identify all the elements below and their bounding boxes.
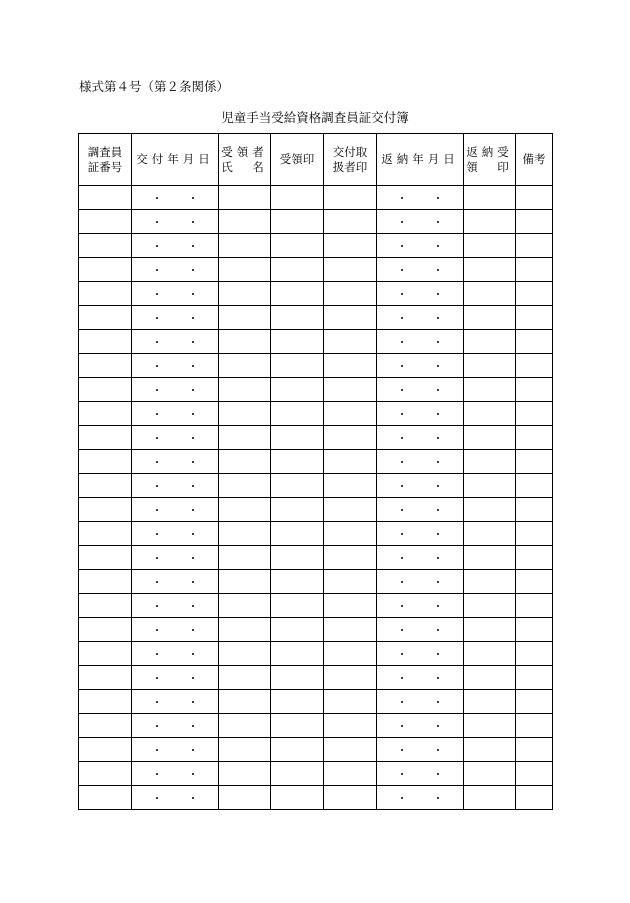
date-placeholder-dots (156, 605, 194, 607)
cell-issuer-seal (324, 690, 377, 714)
cell-id-number (79, 210, 132, 234)
cell-receipt-seal (271, 282, 324, 306)
cell-issuer-seal (324, 594, 377, 618)
date-placeholder-dots (156, 245, 194, 247)
table-row (79, 234, 553, 258)
cell-issuer-seal (324, 738, 377, 762)
cell-issuer-seal (324, 450, 377, 474)
cell-return-seal (464, 186, 516, 210)
cell-return-seal (464, 522, 516, 546)
cell-issue-date (132, 594, 219, 618)
cell-remarks (516, 546, 553, 570)
cell-id-number (79, 714, 132, 738)
cell-remarks (516, 450, 553, 474)
cell-receipt-seal (271, 234, 324, 258)
cell-return-seal (464, 690, 516, 714)
cell-issue-date (132, 282, 219, 306)
cell-receipt-seal (271, 666, 324, 690)
cell-id-number (79, 234, 132, 258)
cell-return-date (377, 738, 464, 762)
date-placeholder-dots (156, 533, 194, 535)
date-placeholder-dots (401, 797, 439, 799)
date-placeholder-dots (401, 341, 439, 343)
cell-remarks (516, 594, 553, 618)
date-placeholder-dots (401, 653, 439, 655)
table-row (79, 762, 553, 786)
cell-recipient-name (219, 330, 271, 354)
cell-issuer-seal (324, 378, 377, 402)
cell-issuer-seal (324, 402, 377, 426)
cell-issue-date (132, 570, 219, 594)
cell-receipt-seal (271, 570, 324, 594)
cell-id-number (79, 498, 132, 522)
date-placeholder-dots (401, 461, 439, 463)
cell-issuer-seal (324, 234, 377, 258)
cell-return-date (377, 354, 464, 378)
table-row (79, 474, 553, 498)
date-placeholder-dots (156, 509, 194, 511)
cell-id-number (79, 666, 132, 690)
cell-return-date (377, 210, 464, 234)
date-placeholder-dots (156, 461, 194, 463)
cell-return-date (377, 594, 464, 618)
cell-issue-date (132, 546, 219, 570)
cell-issue-date (132, 210, 219, 234)
date-placeholder-dots (401, 629, 439, 631)
cell-receipt-seal (271, 618, 324, 642)
cell-return-date (377, 498, 464, 522)
table-row (79, 594, 553, 618)
cell-return-seal (464, 306, 516, 330)
cell-return-date (377, 690, 464, 714)
date-placeholder-dots (156, 389, 194, 391)
cell-return-date (377, 618, 464, 642)
cell-id-number (79, 474, 132, 498)
cell-receipt-seal (271, 210, 324, 234)
cell-issuer-seal (324, 642, 377, 666)
cell-return-date (377, 786, 464, 810)
cell-id-number (79, 522, 132, 546)
table-row (79, 426, 553, 450)
cell-return-date (377, 570, 464, 594)
cell-remarks (516, 402, 553, 426)
cell-id-number (79, 258, 132, 282)
cell-issuer-seal (324, 786, 377, 810)
date-placeholder-dots (401, 293, 439, 295)
cell-id-number (79, 738, 132, 762)
table-row (79, 498, 553, 522)
cell-id-number (79, 186, 132, 210)
date-placeholder-dots (156, 413, 194, 415)
table-row (79, 186, 553, 210)
cell-receipt-seal (271, 498, 324, 522)
cell-receipt-seal (271, 690, 324, 714)
cell-id-number (79, 546, 132, 570)
cell-receipt-seal (271, 762, 324, 786)
cell-return-seal (464, 402, 516, 426)
cell-issue-date (132, 306, 219, 330)
cell-return-seal (464, 354, 516, 378)
cell-issue-date (132, 402, 219, 426)
cell-issuer-seal (324, 258, 377, 282)
cell-recipient-name (219, 642, 271, 666)
date-placeholder-dots (401, 437, 439, 439)
document-title: 児童手当受給資格調査員証交付簿 (221, 110, 409, 125)
cell-id-number (79, 642, 132, 666)
table-row (79, 210, 553, 234)
cell-id-number (79, 330, 132, 354)
cell-return-date (377, 474, 464, 498)
header-remarks: 備考 (516, 134, 553, 186)
table-row (79, 786, 553, 810)
cell-recipient-name (219, 618, 271, 642)
date-placeholder-dots (156, 653, 194, 655)
cell-issuer-seal (324, 306, 377, 330)
ledger-body (79, 186, 553, 810)
cell-remarks (516, 618, 553, 642)
date-placeholder-dots (156, 749, 194, 751)
cell-id-number (79, 402, 132, 426)
cell-return-seal (464, 474, 516, 498)
cell-issuer-seal (324, 330, 377, 354)
cell-issue-date (132, 450, 219, 474)
cell-receipt-seal (271, 258, 324, 282)
cell-issuer-seal (324, 210, 377, 234)
cell-return-seal (464, 330, 516, 354)
header-issue-date: 交付年月日 (132, 134, 219, 186)
cell-receipt-seal (271, 402, 324, 426)
cell-issue-date (132, 234, 219, 258)
cell-id-number (79, 618, 132, 642)
cell-issue-date (132, 666, 219, 690)
date-placeholder-dots (401, 581, 439, 583)
cell-id-number (79, 354, 132, 378)
cell-return-date (377, 186, 464, 210)
date-placeholder-dots (401, 197, 439, 199)
date-placeholder-dots (401, 509, 439, 511)
date-placeholder-dots (156, 725, 194, 727)
date-placeholder-dots (156, 701, 194, 703)
cell-remarks (516, 354, 553, 378)
cell-id-number (79, 762, 132, 786)
cell-issuer-seal (324, 570, 377, 594)
table-row (79, 402, 553, 426)
header-id-number: 調査員 証番号 (79, 134, 132, 186)
cell-remarks (516, 282, 553, 306)
table-row (79, 378, 553, 402)
cell-issuer-seal (324, 522, 377, 546)
date-placeholder-dots (401, 269, 439, 271)
cell-remarks (516, 234, 553, 258)
header-return-seal: 返納受 領 印 (464, 134, 516, 186)
cell-remarks (516, 738, 553, 762)
date-placeholder-dots (401, 365, 439, 367)
cell-issue-date (132, 618, 219, 642)
cell-return-seal (464, 714, 516, 738)
cell-receipt-seal (271, 546, 324, 570)
date-placeholder-dots (156, 269, 194, 271)
table-row (79, 450, 553, 474)
cell-issuer-seal (324, 666, 377, 690)
cell-remarks (516, 786, 553, 810)
cell-return-date (377, 402, 464, 426)
cell-receipt-seal (271, 426, 324, 450)
cell-recipient-name (219, 546, 271, 570)
cell-issue-date (132, 738, 219, 762)
cell-return-date (377, 282, 464, 306)
cell-receipt-seal (271, 330, 324, 354)
cell-recipient-name (219, 378, 271, 402)
cell-receipt-seal (271, 594, 324, 618)
cell-id-number (79, 306, 132, 330)
cell-id-number (79, 450, 132, 474)
cell-return-seal (464, 498, 516, 522)
date-placeholder-dots (401, 485, 439, 487)
cell-return-seal (464, 762, 516, 786)
cell-receipt-seal (271, 786, 324, 810)
date-placeholder-dots (401, 221, 439, 223)
table-row (79, 618, 553, 642)
cell-recipient-name (219, 426, 271, 450)
date-placeholder-dots (156, 437, 194, 439)
cell-id-number (79, 594, 132, 618)
date-placeholder-dots (156, 197, 194, 199)
cell-recipient-name (219, 450, 271, 474)
cell-receipt-seal (271, 738, 324, 762)
cell-issuer-seal (324, 474, 377, 498)
date-placeholder-dots (156, 797, 194, 799)
cell-issuer-seal (324, 618, 377, 642)
cell-return-date (377, 330, 464, 354)
cell-issuer-seal (324, 546, 377, 570)
table-row (79, 522, 553, 546)
cell-remarks (516, 690, 553, 714)
form-number: 様式第４号（第２条関係） (79, 79, 230, 94)
header-issuer-seal: 交付取 扱者印 (324, 134, 377, 186)
date-placeholder-dots (401, 677, 439, 679)
cell-recipient-name (219, 306, 271, 330)
cell-issue-date (132, 378, 219, 402)
cell-id-number (79, 690, 132, 714)
date-placeholder-dots (401, 725, 439, 727)
cell-return-date (377, 378, 464, 402)
date-placeholder-dots (401, 701, 439, 703)
table-row (79, 714, 553, 738)
date-placeholder-dots (401, 245, 439, 247)
cell-recipient-name (219, 234, 271, 258)
date-placeholder-dots (156, 341, 194, 343)
cell-return-date (377, 450, 464, 474)
cell-return-date (377, 522, 464, 546)
cell-issue-date (132, 498, 219, 522)
cell-issuer-seal (324, 762, 377, 786)
cell-recipient-name (219, 498, 271, 522)
cell-issuer-seal (324, 498, 377, 522)
cell-recipient-name (219, 258, 271, 282)
cell-return-seal (464, 210, 516, 234)
cell-issue-date (132, 690, 219, 714)
cell-receipt-seal (271, 186, 324, 210)
cell-id-number (79, 426, 132, 450)
date-placeholder-dots (156, 293, 194, 295)
cell-recipient-name (219, 210, 271, 234)
cell-return-seal (464, 786, 516, 810)
cell-return-seal (464, 234, 516, 258)
table-row (79, 570, 553, 594)
cell-recipient-name (219, 762, 271, 786)
date-placeholder-dots (156, 581, 194, 583)
cell-return-seal (464, 642, 516, 666)
cell-id-number (79, 378, 132, 402)
cell-receipt-seal (271, 522, 324, 546)
cell-receipt-seal (271, 474, 324, 498)
date-placeholder-dots (401, 749, 439, 751)
cell-remarks (516, 330, 553, 354)
cell-return-date (377, 714, 464, 738)
cell-return-date (377, 642, 464, 666)
issuance-ledger-table (78, 133, 553, 810)
date-placeholder-dots (401, 389, 439, 391)
cell-return-date (377, 426, 464, 450)
date-placeholder-dots (156, 317, 194, 319)
cell-remarks (516, 642, 553, 666)
cell-return-date (377, 762, 464, 786)
table-row (79, 738, 553, 762)
header-return-date: 返納年月日 (377, 134, 464, 186)
cell-return-seal (464, 426, 516, 450)
cell-id-number (79, 282, 132, 306)
header-recipient-name: 受領者 氏 名 (219, 134, 271, 186)
table-row (79, 306, 553, 330)
cell-recipient-name (219, 354, 271, 378)
cell-receipt-seal (271, 450, 324, 474)
table-row (79, 546, 553, 570)
date-placeholder-dots (401, 557, 439, 559)
cell-return-date (377, 306, 464, 330)
cell-remarks (516, 714, 553, 738)
date-placeholder-dots (156, 773, 194, 775)
cell-issue-date (132, 186, 219, 210)
cell-remarks (516, 186, 553, 210)
cell-issuer-seal (324, 282, 377, 306)
cell-return-seal (464, 258, 516, 282)
cell-recipient-name (219, 690, 271, 714)
cell-issue-date (132, 354, 219, 378)
table-row (79, 330, 553, 354)
table-row (79, 642, 553, 666)
cell-issue-date (132, 642, 219, 666)
date-placeholder-dots (156, 557, 194, 559)
cell-recipient-name (219, 186, 271, 210)
cell-return-date (377, 234, 464, 258)
cell-remarks (516, 258, 553, 282)
cell-remarks (516, 522, 553, 546)
cell-recipient-name (219, 786, 271, 810)
cell-return-seal (464, 618, 516, 642)
cell-recipient-name (219, 570, 271, 594)
cell-receipt-seal (271, 642, 324, 666)
cell-return-seal (464, 378, 516, 402)
table-row (79, 354, 553, 378)
cell-receipt-seal (271, 354, 324, 378)
cell-issue-date (132, 786, 219, 810)
cell-remarks (516, 426, 553, 450)
cell-recipient-name (219, 666, 271, 690)
cell-return-seal (464, 738, 516, 762)
cell-return-seal (464, 570, 516, 594)
cell-remarks (516, 210, 553, 234)
cell-issue-date (132, 426, 219, 450)
cell-return-date (377, 546, 464, 570)
cell-recipient-name (219, 402, 271, 426)
table-row (79, 258, 553, 282)
cell-issue-date (132, 522, 219, 546)
table-row (79, 690, 553, 714)
cell-issue-date (132, 762, 219, 786)
cell-return-seal (464, 282, 516, 306)
cell-remarks (516, 378, 553, 402)
cell-remarks (516, 666, 553, 690)
cell-recipient-name (219, 594, 271, 618)
cell-issuer-seal (324, 354, 377, 378)
cell-remarks (516, 306, 553, 330)
cell-issue-date (132, 330, 219, 354)
date-placeholder-dots (401, 605, 439, 607)
cell-return-date (377, 258, 464, 282)
date-placeholder-dots (401, 317, 439, 319)
cell-issuer-seal (324, 714, 377, 738)
header-row (79, 134, 553, 186)
cell-id-number (79, 570, 132, 594)
cell-recipient-name (219, 282, 271, 306)
cell-recipient-name (219, 522, 271, 546)
cell-return-seal (464, 666, 516, 690)
cell-issue-date (132, 714, 219, 738)
cell-issue-date (132, 474, 219, 498)
date-placeholder-dots (401, 773, 439, 775)
header-receipt-seal: 受領印 (271, 134, 324, 186)
cell-remarks (516, 762, 553, 786)
date-placeholder-dots (156, 677, 194, 679)
date-placeholder-dots (156, 365, 194, 367)
date-placeholder-dots (401, 413, 439, 415)
date-placeholder-dots (156, 629, 194, 631)
cell-return-date (377, 666, 464, 690)
cell-receipt-seal (271, 714, 324, 738)
cell-recipient-name (219, 714, 271, 738)
cell-remarks (516, 498, 553, 522)
cell-issuer-seal (324, 426, 377, 450)
date-placeholder-dots (401, 533, 439, 535)
cell-recipient-name (219, 738, 271, 762)
cell-remarks (516, 474, 553, 498)
cell-return-seal (464, 594, 516, 618)
table-row (79, 666, 553, 690)
date-placeholder-dots (156, 485, 194, 487)
date-placeholder-dots (156, 221, 194, 223)
cell-id-number (79, 786, 132, 810)
cell-issue-date (132, 258, 219, 282)
cell-recipient-name (219, 474, 271, 498)
cell-receipt-seal (271, 306, 324, 330)
cell-return-seal (464, 546, 516, 570)
cell-return-seal (464, 450, 516, 474)
cell-issuer-seal (324, 186, 377, 210)
cell-remarks (516, 570, 553, 594)
table-row (79, 282, 553, 306)
cell-receipt-seal (271, 378, 324, 402)
